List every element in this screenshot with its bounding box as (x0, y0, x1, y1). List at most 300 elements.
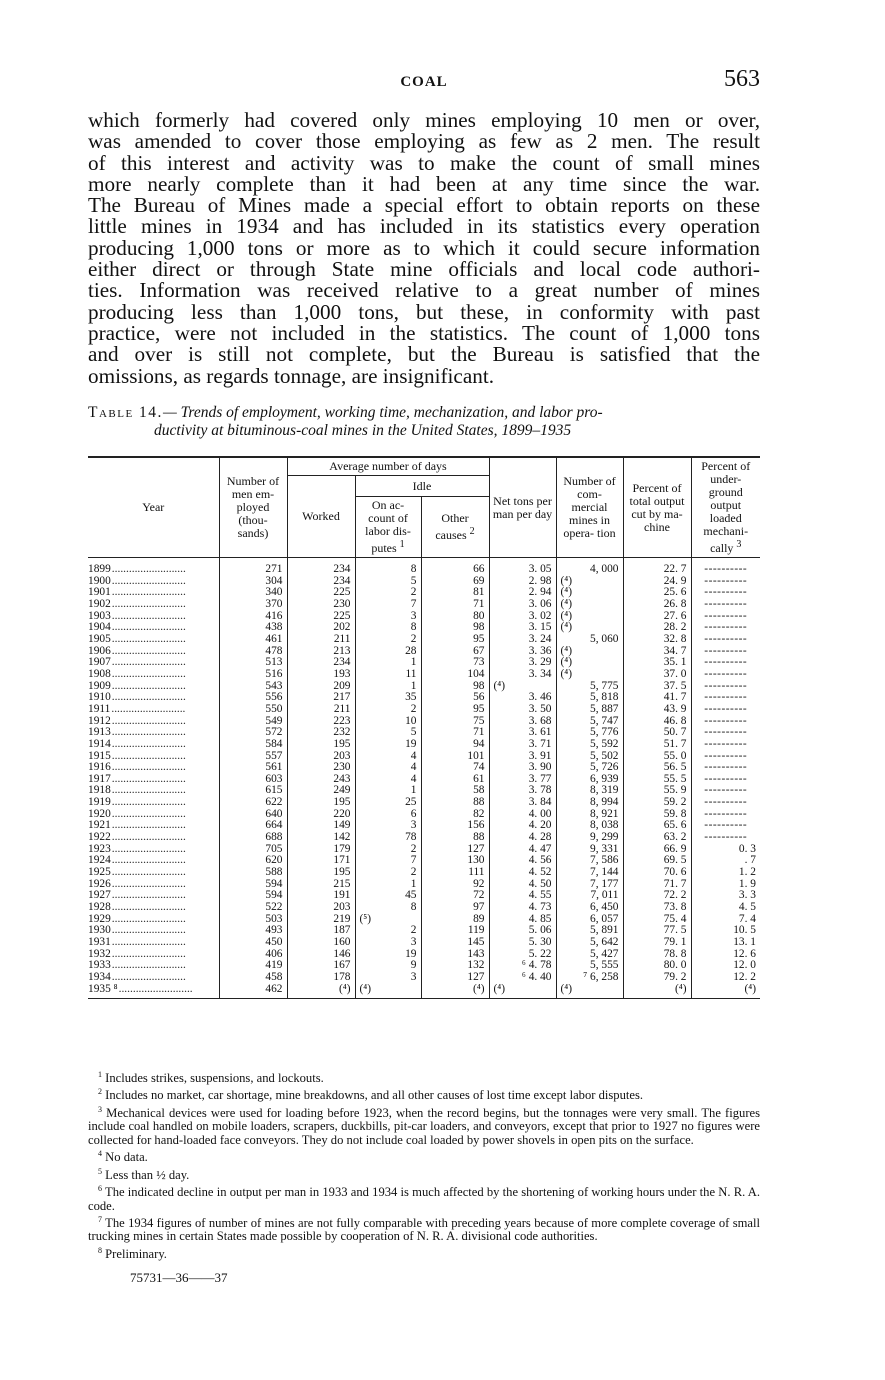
cell-year: 1911.......................... (88, 703, 186, 715)
cell-tons: 3. 46 (489, 692, 556, 704)
cell-cut: 78. 8 (623, 949, 691, 961)
col-header-idle: Idle (355, 476, 489, 497)
cell-mines: (⁴) (556, 657, 623, 669)
cell-tons: 3. 71 (489, 739, 556, 751)
body-line: either direct or through State mine officials and local code authori- (88, 257, 760, 282)
table-row (88, 937, 760, 949)
cell-year: 1900.......................... (88, 575, 186, 587)
cell-mech: 1. 2 (691, 867, 760, 879)
cell-worked: 232 (287, 727, 355, 739)
year-label: 1912 (88, 715, 111, 727)
cell-tons: 4. 28 (489, 832, 556, 844)
footnote-text: No data. (105, 1150, 148, 1165)
year-label: 1925 (88, 867, 111, 879)
cell-labor: 78 (355, 832, 421, 844)
year-label: 1906 (88, 645, 111, 657)
cell-year: 1910.......................... (88, 692, 186, 704)
cell-men: 572 (219, 727, 287, 739)
cell-cut: 51. 7 (623, 739, 691, 751)
year-label: 1910 (88, 692, 111, 704)
footnote-text: The 1934 figures of number of mines are not fully comparable with preceding years because of more complete coverage of small trucking mines in certain States made possible by cooperation of N. R. A. divisional code authorities. (88, 1215, 761, 1244)
cell-worked: 223 (287, 716, 355, 728)
cell-tons: 2. 94 (489, 587, 556, 599)
year-label: 1920 (88, 808, 111, 820)
cell-year: 1918.......................... (88, 785, 186, 797)
cell-mech: ---------- (691, 797, 760, 809)
table-row (88, 716, 760, 728)
cell-mines: 8, 921 (556, 809, 623, 821)
cell-tons: 3. 29 (489, 657, 556, 669)
cell-labor: 8 (355, 558, 421, 576)
table-row (88, 844, 760, 856)
cell-year: 1929.......................... (88, 913, 186, 925)
body-line: The Bureau of Mines made a special effort to obtain reports on these (88, 193, 760, 218)
cell-mines: (⁴) (556, 622, 623, 634)
cell-other: 58 (421, 785, 489, 797)
cell-mines: ⁷ 6, 258 (556, 972, 623, 984)
cell-mech: 3. 3 (691, 890, 760, 902)
year-label: 1926 (88, 878, 111, 890)
cell-mines: 5, 776 (556, 727, 623, 739)
cell-cut: 28. 2 (623, 622, 691, 634)
cell-worked: 217 (287, 692, 355, 704)
cell-labor: 1 (355, 657, 421, 669)
body-line: which formerly had covered only mines employing 10 men or over, (88, 108, 760, 132)
cell-other: 119 (421, 925, 489, 937)
cell-tons: 3. 78 (489, 785, 556, 797)
cell-mech: ---------- (691, 774, 760, 786)
cell-men: 271 (219, 558, 287, 576)
cell-mech: ---------- (691, 646, 760, 658)
cell-mines: 5, 555 (556, 960, 623, 972)
year-label: 1924 (88, 855, 111, 867)
cell-cut: 37. 5 (623, 681, 691, 693)
cell-worked: 230 (287, 599, 355, 611)
cell-cut: 41. 7 (623, 692, 691, 704)
cell-worked: 191 (287, 890, 355, 902)
cell-men: 461 (219, 634, 287, 646)
cell-year: 1901.......................... (88, 587, 186, 599)
table-row (88, 611, 760, 623)
cell-cut: 55. 0 (623, 751, 691, 763)
cell-other: 81 (421, 587, 489, 599)
cell-men: 594 (219, 890, 287, 902)
cell-tons: 3. 50 (489, 704, 556, 716)
cell-mech: ---------- (691, 611, 760, 623)
cell-men: 503 (219, 914, 287, 926)
year-label: 1923 (88, 843, 111, 855)
body-line: producing 1,000 tons or more as to which it could secure information (88, 235, 760, 260)
cell-mech: ---------- (691, 681, 760, 693)
body-line: practice, were not included in the statistics. The count of 1,000 tons (88, 320, 760, 345)
table-row (88, 972, 760, 984)
cell-mech: ---------- (691, 809, 760, 821)
year-label: 1904 (88, 622, 111, 634)
cell-cut: 25. 6 (623, 587, 691, 599)
cell-mines: (⁴) (556, 646, 623, 658)
cell-labor: 9 (355, 960, 421, 972)
year-label: 1903 (88, 610, 111, 622)
cell-mech: 1. 9 (691, 879, 760, 891)
cell-tons: 3. 91 (489, 751, 556, 763)
cell-year: 1904.......................... (88, 622, 186, 634)
cell-worked: 243 (287, 774, 355, 786)
cell-mech: ---------- (691, 657, 760, 669)
year-label: 1934 (88, 971, 111, 983)
cell-worked: 234 (287, 657, 355, 669)
cell-mech: (⁴) (691, 984, 760, 999)
cell-other: 71 (421, 599, 489, 611)
footnote (88, 1147, 760, 1164)
col-header-loaded (691, 457, 760, 558)
cell-year: 1905.......................... (88, 633, 186, 645)
cell-cut: 27. 6 (623, 611, 691, 623)
cell-mines: (⁴) (556, 669, 623, 681)
cell-year: 1927.......................... (88, 890, 186, 902)
cell-men: 549 (219, 716, 287, 728)
cell-mech: ---------- (691, 704, 760, 716)
cell-other: 88 (421, 832, 489, 844)
cell-mech: 12. 0 (691, 960, 760, 972)
table-row (88, 634, 760, 646)
cell-men: 688 (219, 832, 287, 844)
year-label: 1933 (88, 960, 111, 972)
table-row (88, 949, 760, 961)
cell-men: 664 (219, 820, 287, 832)
table-row (88, 925, 760, 937)
cell-other: 97 (421, 902, 489, 914)
year-label: 1930 (88, 925, 111, 937)
body-line: ties. Information was received relative to a great number of mines (88, 278, 760, 303)
cell-labor: 8 (355, 622, 421, 634)
cell-other: 127 (421, 844, 489, 856)
cell-year: 1933.......................... (88, 960, 186, 972)
cell-other: 82 (421, 809, 489, 821)
cell-mech: ---------- (691, 576, 760, 588)
cell-year: 1924.......................... (88, 855, 186, 867)
cell-year: 1907.......................... (88, 657, 186, 669)
table-row (88, 867, 760, 879)
cell-cut: 35. 1 (623, 657, 691, 669)
cell-tons: 3. 61 (489, 727, 556, 739)
cell-mines: 7, 177 (556, 879, 623, 891)
year-label: 1911 (88, 703, 111, 715)
cell-worked: 178 (287, 972, 355, 984)
cell-other: 92 (421, 879, 489, 891)
cell-mech: ---------- (691, 716, 760, 728)
year-label: 1919 (88, 797, 111, 809)
cell-other: 74 (421, 762, 489, 774)
year-label: 1902 (88, 598, 111, 610)
cell-worked: 195 (287, 797, 355, 809)
footnote-mark: 1 (98, 1070, 102, 1079)
cell-mech: 12. 6 (691, 949, 760, 961)
col-header-labor-disputes (355, 497, 421, 558)
table-row (88, 762, 760, 774)
cell-labor: 7 (355, 855, 421, 867)
cell-year: 1912.......................... (88, 715, 186, 727)
cell-cut: 55. 5 (623, 774, 691, 786)
cell-worked: 234 (287, 558, 355, 576)
cell-other: 101 (421, 751, 489, 763)
cell-other: 98 (421, 622, 489, 634)
cell-cut: 56. 5 (623, 762, 691, 774)
footnote (88, 1103, 760, 1147)
cell-mech: ---------- (691, 739, 760, 751)
page-number: 563 (724, 66, 760, 92)
cell-labor: 11 (355, 669, 421, 681)
cell-labor: 8 (355, 902, 421, 914)
cell-other: 143 (421, 949, 489, 961)
cell-other: 73 (421, 657, 489, 669)
year-label: 1932 (88, 948, 111, 960)
cell-other: 156 (421, 820, 489, 832)
footnote (88, 1068, 760, 1085)
table-row (88, 832, 760, 844)
cell-cut: 59. 2 (623, 797, 691, 809)
cell-worked: 149 (287, 820, 355, 832)
cell-mech: ---------- (691, 820, 760, 832)
cell-mech: ---------- (691, 634, 760, 646)
cell-mines: 4, 000 (556, 558, 623, 576)
cell-other: 67 (421, 646, 489, 658)
cell-men: 462 (219, 984, 287, 999)
cell-men: 438 (219, 622, 287, 634)
cell-worked: 220 (287, 809, 355, 821)
cell-mines: 5, 887 (556, 704, 623, 716)
table-row (88, 646, 760, 658)
cell-cut: 79. 2 (623, 972, 691, 984)
cell-mech: ---------- (691, 785, 760, 797)
cell-labor: 2 (355, 704, 421, 716)
cell-year: 1921.......................... (88, 820, 186, 832)
cell-worked: 234 (287, 576, 355, 588)
cell-mech: ---------- (691, 751, 760, 763)
table-row (88, 960, 760, 972)
body-line: was amended to cover those employing as few as 2 men. The result (88, 129, 760, 154)
cell-other: 66 (421, 558, 489, 576)
footnote-mark: 7 (98, 1214, 102, 1224)
year-label: 1931 (88, 937, 111, 948)
cell-cut: 22. 7 (623, 558, 691, 576)
cell-cut: 73. 8 (623, 902, 691, 914)
cell-mech: ---------- (691, 669, 760, 681)
cell-mines: 6, 057 (556, 914, 623, 926)
year-label: 1921 (88, 820, 111, 832)
footnote-mark: 3 (98, 1104, 102, 1114)
print-code: 75731—36——37 (130, 1270, 228, 1285)
cell-mech: ---------- (691, 762, 760, 774)
cell-year: 1923.......................... (88, 843, 186, 855)
footnote-text: Less than ½ day. (105, 1167, 190, 1182)
cell-mines: 8, 319 (556, 785, 623, 797)
table-row (88, 902, 760, 914)
cell-other: 75 (421, 716, 489, 728)
cell-mech: ---------- (691, 587, 760, 599)
cell-year: 1925.......................... (88, 867, 186, 879)
cell-other: 127 (421, 972, 489, 984)
cell-mines: 5, 642 (556, 937, 623, 949)
cell-labor: 3 (355, 937, 421, 949)
cell-mines: 5, 502 (556, 751, 623, 763)
cell-tons: 4. 47 (489, 844, 556, 856)
cell-tons: 3. 36 (489, 646, 556, 658)
table-row (88, 657, 760, 669)
cell-worked: 203 (287, 751, 355, 763)
cell-men: 584 (219, 739, 287, 751)
cell-cut: 32. 8 (623, 634, 691, 646)
cell-cut: 75. 4 (623, 914, 691, 926)
cell-men: 615 (219, 785, 287, 797)
cell-labor: (⁴) (355, 984, 421, 999)
cell-worked: 202 (287, 622, 355, 634)
cell-tons: ⁶ 4. 40 (489, 972, 556, 984)
year-label: 1900 (88, 575, 111, 587)
cell-labor: (⁵) (355, 914, 421, 926)
footnote (88, 1085, 760, 1102)
table-row (88, 914, 760, 926)
cell-other: 104 (421, 669, 489, 681)
year-label: 1929 (88, 913, 111, 925)
year-label: 1914 (88, 738, 111, 750)
cell-labor: 2 (355, 867, 421, 879)
cell-mines: 9, 331 (556, 844, 623, 856)
cell-year: 1928.......................... (88, 902, 186, 914)
cell-year: 1931.......................... (88, 937, 186, 948)
body-line: little mines in 1934 and has included in its statistics every operation (88, 214, 760, 239)
footnote-ref-2: 2 (469, 526, 475, 537)
table-row (88, 739, 760, 751)
cell-year: 1914.......................... (88, 738, 186, 750)
table-container (88, 456, 760, 999)
cell-men: 594 (219, 879, 287, 891)
cell-mines: 8, 994 (556, 797, 623, 809)
cell-cut: 37. 0 (623, 669, 691, 681)
cell-cut: 26. 8 (623, 599, 691, 611)
cell-men: 522 (219, 902, 287, 914)
cell-mech: ---------- (691, 832, 760, 844)
page-header (88, 66, 760, 96)
cell-mines: 6, 939 (556, 774, 623, 786)
cell-men: 561 (219, 762, 287, 774)
cell-mines: 7, 011 (556, 890, 623, 902)
cell-worked: 225 (287, 611, 355, 623)
data-table (88, 456, 760, 999)
cell-year: 1930.......................... (88, 925, 186, 937)
table-row (88, 785, 760, 797)
cell-tons: 4. 52 (489, 867, 556, 879)
footnote-text: Preliminary. (105, 1246, 167, 1261)
cell-worked: 203 (287, 902, 355, 914)
cell-cut: 80. 0 (623, 960, 691, 972)
cell-worked: 195 (287, 739, 355, 751)
cell-mines: 5, 592 (556, 739, 623, 751)
table-row (88, 820, 760, 832)
cell-labor: 2 (355, 587, 421, 599)
cell-cut: 79. 1 (623, 937, 691, 949)
cell-labor: 1 (355, 785, 421, 797)
table-row (88, 669, 760, 681)
table-title-line-2: ductivity at bituminous-coal mines in the United States, 1899–1935 (154, 422, 572, 439)
table-row (88, 727, 760, 739)
cell-year: 1902.......................... (88, 598, 186, 610)
table-row (88, 622, 760, 634)
footnote (88, 1244, 760, 1261)
cell-tons: 3. 15 (489, 622, 556, 634)
cell-tons: 4. 00 (489, 809, 556, 821)
cell-worked: 160 (287, 937, 355, 949)
cell-labor: 2 (355, 844, 421, 856)
cell-other: 69 (421, 576, 489, 588)
cell-mines: 5, 818 (556, 692, 623, 704)
footnotes (88, 1068, 760, 1261)
cell-tons: (⁴) (489, 984, 556, 999)
col-header-net-tons: Net tons per man per day (489, 457, 556, 558)
cell-labor: 3 (355, 611, 421, 623)
cell-men: 513 (219, 657, 287, 669)
cell-tons: 4. 73 (489, 902, 556, 914)
cell-mines: 7, 586 (556, 855, 623, 867)
year-label: 1909 (88, 680, 111, 692)
cell-worked: 187 (287, 925, 355, 937)
cell-worked: 195 (287, 867, 355, 879)
cell-tons: 3. 90 (489, 762, 556, 774)
year-label: 1915 (88, 750, 111, 762)
footnote-text: Includes strikes, suspensions, and lockouts. (105, 1071, 324, 1086)
cell-worked: 146 (287, 949, 355, 961)
year-label: 1928 (88, 902, 111, 914)
table-row (88, 558, 760, 576)
cell-cut: 24. 9 (623, 576, 691, 588)
cell-tons: 3. 68 (489, 716, 556, 728)
footnote-text: The indicated decline in output per man in 1933 and 1934 is much affected by the shortening of working hours under the N. R. A. code. (88, 1185, 761, 1213)
cell-men: 557 (219, 751, 287, 763)
cell-labor: 25 (355, 797, 421, 809)
cell-labor: 19 (355, 739, 421, 751)
cell-mines: 5, 775 (556, 681, 623, 693)
cell-men: 304 (219, 576, 287, 588)
year-label: 1908 (88, 668, 111, 680)
cell-mech: ---------- (691, 622, 760, 634)
cell-mines: 7, 144 (556, 867, 623, 879)
cell-labor: 7 (355, 599, 421, 611)
cell-tons: 4. 20 (489, 820, 556, 832)
cell-men: 493 (219, 925, 287, 937)
year-label: 1935 ⁸ (88, 983, 118, 995)
table-row (88, 879, 760, 891)
cell-men: 450 (219, 937, 287, 949)
cell-men: 416 (219, 611, 287, 623)
cell-mech: ---------- (691, 727, 760, 739)
cell-labor: 1 (355, 879, 421, 891)
cell-other: 88 (421, 797, 489, 809)
cell-year: 1908.......................... (88, 668, 186, 680)
cell-mech: 7. 4 (691, 914, 760, 926)
cell-tons: 3. 06 (489, 599, 556, 611)
cell-year: 1899.......................... (88, 563, 186, 575)
cell-cut: 63. 2 (623, 832, 691, 844)
cell-men: 622 (219, 797, 287, 809)
other-label: Other causes (435, 511, 469, 542)
cell-year: 1919.......................... (88, 797, 186, 809)
cell-men: 640 (219, 809, 287, 821)
cell-mech: . 7 (691, 855, 760, 867)
cell-tons: 2. 98 (489, 576, 556, 588)
cell-worked: 167 (287, 960, 355, 972)
cell-mech: 12. 2 (691, 972, 760, 984)
cell-men: 340 (219, 587, 287, 599)
footnote-ref-1: 1 (399, 539, 405, 550)
